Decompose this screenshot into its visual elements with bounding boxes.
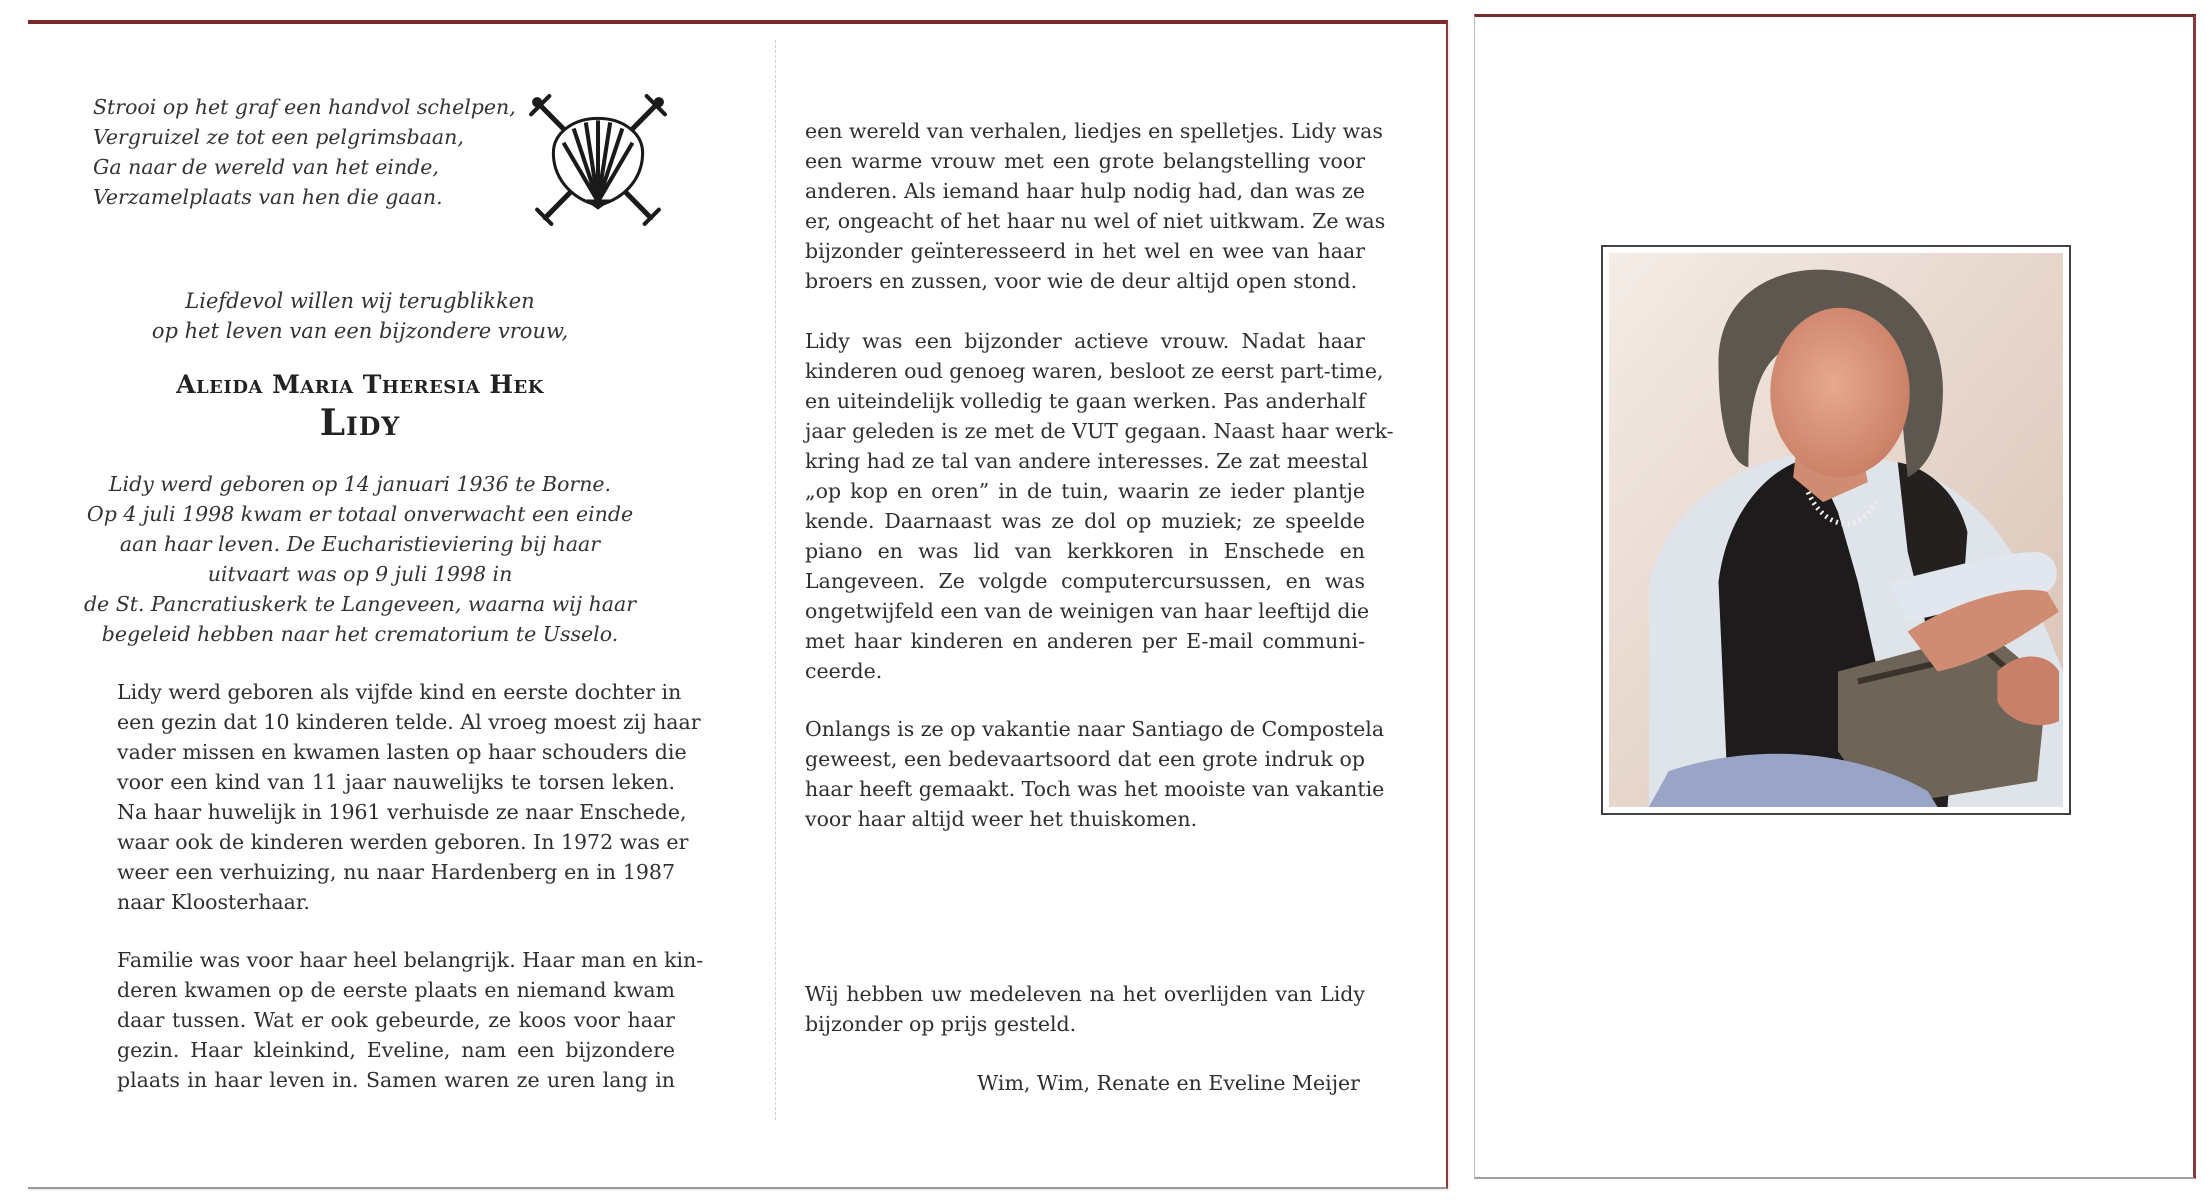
- text-line: bijzonder geïnteresseerd in het wel en wee van haar: [805, 239, 1365, 263]
- intro-line: op het leven van een bijzondere vrouw,: [151, 319, 569, 343]
- biography-paragraph: [805, 714, 1385, 834]
- text-line: ongetwijfeld een van de weinigen van haar leeftijd die: [805, 599, 1370, 623]
- birth-info-line: de St. Pancratiuskerk te Langeveen, waarna wij haar: [83, 592, 637, 616]
- text-line: ceerde.: [805, 659, 883, 683]
- portrait-photo: [1601, 245, 2071, 815]
- text-line: plaats in haar leven in. Samen waren ze uren lang in: [117, 1068, 675, 1092]
- text-line: Lidy werd geboren als vijfde kind en eerste dochter in: [117, 680, 682, 704]
- poem-line: Verzamelplaats van hen die gaan.: [93, 185, 443, 209]
- deceased-call-name: Lidy: [319, 402, 401, 444]
- text-line: Wij hebben uw medeleven na het overlijden van Lidy: [805, 982, 1365, 1006]
- text-line: Na haar huwelijk in 1961 verhuisde ze naar Enschede,: [117, 800, 687, 824]
- biography-paragraph: [805, 326, 1394, 686]
- text-line: met haar kinderen en anderen per E-mail communi-: [805, 629, 1365, 653]
- poem-line: Vergruizel ze tot een pelgrimsbaan,: [93, 125, 464, 149]
- text-line: en uiteindelijk volledig te gaan werken. Pas anderhalf: [805, 389, 1366, 413]
- biography-paragraph: [805, 116, 1386, 296]
- text-line: haar heeft gemaakt. Toch was het mooiste van vakantie: [805, 777, 1385, 801]
- scallop-shell-icon: [527, 92, 669, 230]
- text-line: er, ongeacht of het haar nu wel of niet uitkwam. Ze was: [805, 209, 1386, 233]
- birth-info-line: aan haar leven. De Eucharistieviering bij haar: [119, 532, 601, 556]
- text-line: een wereld van verhalen, liedjes en spelletjes. Lidy was: [805, 119, 1383, 143]
- text-line: „op kop en oren” in de tuin, waarin ze ieder plantje: [805, 479, 1365, 503]
- text-line: gezin. Haar kleinkind, Eveline, nam een bijzondere: [117, 1038, 675, 1062]
- portrait-photo-image: [1609, 253, 2063, 807]
- text-line: deren kwamen op de eerste plaats en niemand kwam: [117, 978, 675, 1002]
- biography-paragraph: [117, 677, 701, 917]
- text-line: kring had ze tal van andere interesses. Ze zat meestal: [805, 449, 1369, 473]
- text-line: Onlangs is ze op vakantie naar Santiago de Compostela: [805, 717, 1385, 741]
- birth-info-line: begeleid hebben naar het crematorium te Usselo.: [101, 622, 619, 646]
- text-line: waar ook de kinderen werden geboren. In 1972 was er: [117, 830, 689, 854]
- page-fold-line: [775, 40, 776, 1120]
- poem-line: Strooi op het graf een handvol schelpen,: [93, 95, 516, 119]
- birth-info-line: Op 4 juli 1998 kwam er totaal onverwacht een einde: [86, 502, 634, 526]
- text-line: jaar geleden is ze met de VUT gegaan. Naast haar werk-: [805, 419, 1394, 443]
- intro-line: Liefdevol willen wij terugblikken: [185, 289, 535, 313]
- text-line: geweest, een bedevaartsoord dat een grote indruk op: [805, 747, 1365, 771]
- text-line: een gezin dat 10 kinderen telde. Al vroeg moest zij haar: [117, 710, 701, 734]
- text-line: kinderen oud genoeg waren, besloot ze eerst part-time,: [805, 359, 1384, 383]
- deceased-full-name: Aleida Maria Theresia Hek: [176, 370, 544, 399]
- text-line: anderen. Als iemand haar hulp nodig had, dan was ze: [805, 179, 1365, 203]
- text-line: bijzonder op prijs gesteld.: [805, 1012, 1077, 1036]
- text-line: vader missen en kwamen lasten op haar schouders die: [117, 740, 687, 764]
- text-line: Lidy was een bijzonder actieve vrouw. Nadat haar: [805, 329, 1365, 353]
- text-line: broers en zussen, voor wie de deur altijd open stond.: [805, 269, 1358, 293]
- birth-death-info: [80, 469, 640, 649]
- text-line: voor haar altijd weer het thuiskomen.: [805, 807, 1198, 831]
- text-line: kende. Daarnaast was ze dol op muziek; ze speelde: [805, 509, 1365, 533]
- family-signature: Wim, Wim, Renate en Eveline Meijer: [977, 1071, 1360, 1095]
- text-line: piano en was lid van kerkkoren in Enschede en: [805, 539, 1365, 563]
- poem: [93, 92, 533, 212]
- birth-info-line: uitvaart was op 9 juli 1998 in: [207, 562, 513, 586]
- text-line: voor een kind van 11 jaar nauwelijks te torsen leken.: [117, 770, 675, 794]
- text-line: Langeveen. Ze volgde computercursussen, en was: [805, 569, 1365, 593]
- text-line: daar tussen. Wat er ook gebeurde, ze koos voor haar: [117, 1008, 675, 1032]
- intro-text: [80, 286, 640, 346]
- biography-paragraph: [117, 945, 704, 1095]
- birth-info-line: Lidy werd geboren op 14 januari 1936 te Borne.: [108, 472, 612, 496]
- poem-line: Ga naar de wereld van het einde,: [93, 155, 439, 179]
- text-line: een warme vrouw met een grote belangstelling voor: [805, 149, 1365, 173]
- text-line: Familie was voor haar heel belangrijk. Haar man en kin-: [117, 948, 704, 972]
- text-line: naar Kloosterhaar.: [117, 890, 310, 914]
- text-line: weer een verhuizing, nu naar Hardenberg en in 1987: [117, 860, 675, 884]
- thanks-note: [805, 979, 1365, 1039]
